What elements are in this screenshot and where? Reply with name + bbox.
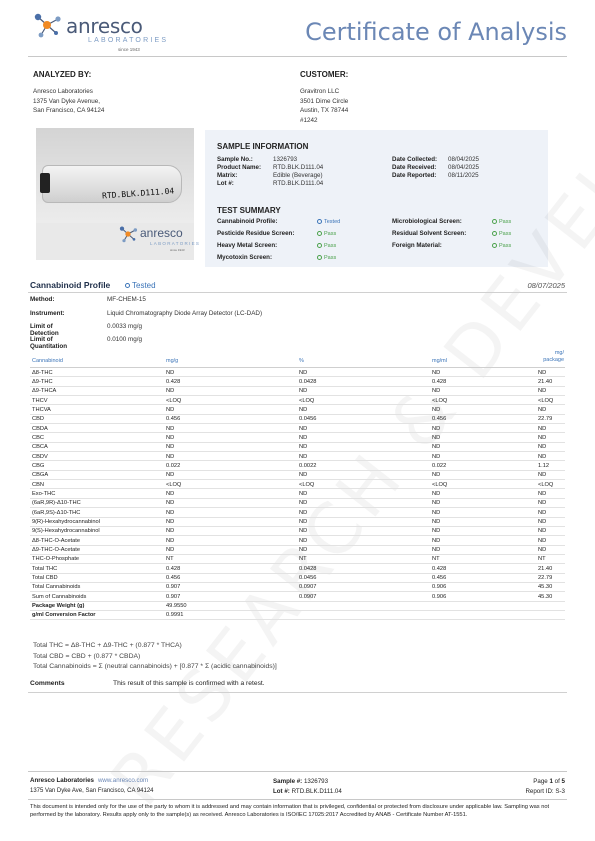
table-row — [30, 480, 565, 489]
table-cell: 0.428 — [432, 565, 447, 572]
formula-line: Total Cannabinoids = Σ (neutral cannabinoids) + [0.877 * Σ (acidic cannabinoids)] — [33, 663, 277, 670]
table-cell: CBD — [32, 416, 45, 423]
table-cell: ND — [166, 472, 175, 479]
cannabinoid-table — [30, 350, 565, 620]
table-cell: ND — [166, 528, 175, 535]
table-cell: ND — [299, 434, 308, 441]
col-header: mg/ package — [543, 350, 564, 363]
table-cell: <LOQ — [432, 397, 448, 404]
table-cell: ND — [166, 444, 175, 451]
table-body — [30, 368, 565, 602]
table-cell: NT — [299, 556, 307, 563]
table-cell: ND — [432, 425, 441, 432]
table-cell: ND — [299, 519, 308, 525]
photo-brand-sub: LABORATORIES — [150, 241, 201, 246]
table-row — [30, 461, 565, 470]
table-cell: THCVA — [32, 406, 51, 413]
check-icon — [492, 219, 497, 224]
table-cell: ND — [432, 369, 441, 376]
table-cell: <LOQ — [166, 481, 182, 488]
table-row — [30, 508, 565, 517]
table-cell: 0.428 — [166, 378, 181, 385]
table-row — [30, 387, 565, 396]
footer-address: 1375 Van Dyke Ave, San Francisco, CA 94124 — [30, 788, 154, 794]
brand-since: since 1943 — [118, 47, 140, 52]
table-cell: ND — [166, 369, 175, 376]
table-cell: 0.022 — [432, 462, 447, 469]
table-cell: ND — [538, 537, 547, 544]
col-header: % — [299, 358, 304, 364]
table-cell: <LOQ — [166, 397, 182, 404]
comments-label: Comments — [30, 680, 65, 687]
table-cell: ND — [166, 425, 175, 432]
sample-date-field: Date Reported: 08/11/2025 — [392, 172, 479, 179]
table-row — [30, 471, 565, 480]
table-row — [30, 574, 565, 583]
footer-page: Page 1 of 5 Report ID: S-3 — [525, 778, 565, 795]
table-cell: ND — [166, 519, 175, 525]
table-header — [30, 350, 565, 368]
table-cell: Δ8-THC — [32, 369, 53, 376]
table-cell: 0.456 — [432, 575, 447, 582]
table-cell: <LOQ — [299, 481, 315, 488]
table-cell: ND — [299, 453, 308, 460]
anresco-logo — [32, 10, 182, 50]
customer-label: CUSTOMER: — [300, 70, 349, 79]
table-cell: ND — [538, 528, 547, 535]
table-cell: ND — [432, 453, 441, 460]
table-cell: ND — [538, 490, 547, 497]
sample-info-title: SAMPLE INFORMATION — [217, 142, 309, 151]
table-cell: ND — [166, 406, 175, 413]
cannabinoid-date: 08/07/2025 — [527, 281, 565, 290]
table-cell: 9(S)-Hexahydrocannabinol — [32, 528, 100, 535]
photo-brand-since: since 1943 — [170, 248, 185, 252]
table-cell: 0.0022 — [299, 462, 317, 469]
test-summary-item: Foreign Material: Pass — [392, 242, 512, 249]
col-header: mg/g — [166, 358, 179, 364]
sample-information-panel — [205, 130, 548, 267]
analyzed-by-line: San Francisco, CA 94124 — [33, 107, 105, 114]
check-icon — [492, 243, 497, 248]
table-cell: ND — [538, 434, 547, 441]
table-cell: ND — [166, 388, 175, 395]
table-cell: Exo-THC — [32, 490, 56, 497]
table-row — [30, 536, 565, 545]
analyzed-by-line: Anresco Laboratories — [33, 88, 93, 95]
table-cell: CBCA — [32, 444, 48, 451]
table-cell: ND — [166, 537, 175, 544]
report-id: Report ID: S-3 — [525, 788, 565, 795]
table-cell: ND — [538, 369, 547, 376]
check-icon — [317, 219, 322, 224]
table-cell: CBC — [32, 434, 45, 441]
table-cell: 0.907 — [166, 584, 181, 591]
table-cell: (6aR,9S)-Δ10-THC — [32, 509, 81, 516]
table-cell: 0.0456 — [299, 575, 317, 582]
table-cell: Total Cannabinoids — [32, 584, 81, 591]
table-row — [30, 415, 565, 424]
brand-sub: LABORATORIES — [88, 37, 169, 44]
bottle-cap — [40, 173, 50, 193]
table-cell: 1.12 — [538, 462, 550, 469]
table-cell: THCV — [32, 397, 48, 404]
table-row — [30, 452, 565, 461]
table-cell: CBG — [32, 462, 45, 469]
table-cell: 22.79 — [538, 575, 553, 582]
table-cell: ND — [299, 537, 308, 544]
analyzed-by-label: ANALYZED BY: — [33, 70, 92, 79]
table-cell: CBDV — [32, 453, 48, 460]
photo-brand-name: anresco — [140, 226, 183, 240]
table-cell: 0.428 — [166, 565, 181, 572]
table-cell: ND — [166, 490, 175, 497]
table-cell: ND — [538, 500, 547, 507]
footer-lab: Anresco Laboratories www.anresco.com — [30, 777, 149, 784]
test-summary-item: Mycotoxin Screen: Pass — [217, 254, 337, 261]
table-cell: ND — [166, 453, 175, 460]
analyzed-by-block — [33, 70, 104, 116]
table-cell: ND — [166, 547, 175, 554]
table-cell: ND — [299, 547, 308, 554]
formulas — [33, 641, 277, 673]
table-cell: ND — [538, 547, 547, 554]
table-cell: ND — [299, 369, 308, 376]
table-cell: 21.40 — [538, 378, 553, 385]
table-cell: ND — [432, 519, 441, 525]
table-cell: ND — [299, 509, 308, 516]
table-cell: THC-O-Phosphate — [32, 556, 80, 563]
sample-date-field: Date Received: 08/04/2025 — [392, 164, 479, 171]
footer-url-link[interactable]: www.anresco.com — [97, 777, 149, 784]
table-cell: NT — [538, 556, 546, 563]
analyzed-by-line: 1375 Van Dyke Avenue, — [33, 97, 100, 105]
table-row — [30, 592, 565, 601]
table-cell: ND — [538, 519, 547, 525]
table-cell: 0.022 — [166, 462, 181, 469]
check-icon — [317, 255, 322, 260]
table-cell: NT — [166, 556, 174, 563]
customer-line: Austin, TX 78744 — [300, 107, 349, 114]
profile-divider — [28, 292, 567, 293]
table-cell: 0.906 — [432, 593, 447, 600]
table-cell: Sum of Cannabinoids — [32, 593, 87, 600]
table-cell: ND — [432, 490, 441, 497]
footer-sample: Sample #: 1326793 Lot #: RTD.BLK.D111.04 — [273, 778, 342, 795]
table-cell: ND — [432, 500, 441, 507]
table-row — [30, 518, 565, 527]
table-cell: ND — [538, 388, 547, 395]
table-cell: ND — [299, 444, 308, 451]
table-row — [30, 489, 565, 498]
test-summary-item: Cannabinoid Profile: Tested — [217, 218, 341, 225]
table-row — [30, 396, 565, 405]
check-icon — [492, 231, 497, 236]
table-cell: ND — [432, 537, 441, 544]
table-cell: 0.456 — [432, 416, 447, 423]
table-row — [30, 564, 565, 573]
table-cell: ND — [299, 500, 308, 507]
table-cell: ND — [432, 388, 441, 395]
table-cell: ND — [166, 500, 175, 507]
table-cell: ND — [299, 425, 308, 432]
table-cell: Total CBD — [32, 575, 58, 582]
table-cell: ND — [166, 509, 175, 516]
table-cell: CBN — [32, 481, 45, 488]
document-title: Certificate of Analysis — [305, 18, 567, 46]
col-header: mg/ml — [432, 358, 447, 364]
table-cell: ND — [432, 509, 441, 516]
conversion-factor-row: g/ml Conversion Factor 0.9991 — [30, 611, 565, 620]
table-row — [30, 424, 565, 433]
table-cell: 0.0428 — [299, 378, 317, 385]
table-cell: Δ8-THC-O-Acetate — [32, 537, 81, 544]
table-row — [30, 555, 565, 564]
table-cell: 0.428 — [432, 378, 447, 385]
table-cell: <LOQ — [299, 397, 315, 404]
table-cell: ND — [166, 434, 175, 441]
table-row — [30, 527, 565, 536]
table-cell: 21.40 — [538, 565, 553, 572]
comments-text: This result of this sample is confirmed with a retest. — [113, 680, 265, 687]
table-cell: <LOQ — [538, 397, 554, 404]
table-cell: 0.456 — [166, 575, 181, 582]
table-row — [30, 443, 565, 452]
table-cell: 0.456 — [166, 416, 181, 423]
footer-divider-2 — [28, 799, 567, 800]
table-cell: ND — [538, 453, 547, 460]
table-row — [30, 499, 565, 508]
customer-line: #1242 — [300, 116, 318, 124]
table-cell: 0.906 — [432, 584, 447, 591]
table-row — [30, 433, 565, 442]
sample-date-field: Date Collected: 08/04/2025 — [392, 156, 479, 163]
table-cell: ND — [538, 444, 547, 451]
photo-logo — [118, 224, 201, 254]
table-cell: 0.0428 — [299, 565, 317, 572]
table-cell: ND — [432, 472, 441, 479]
test-summary-item: Microbiological Screen: Pass — [392, 218, 512, 225]
table-cell: 0.907 — [166, 593, 181, 600]
table-cell: CBDA — [32, 425, 48, 432]
table-cell: 45.30 — [538, 593, 553, 600]
table-cell: ND — [299, 528, 308, 535]
table-cell: 0.0907 — [299, 593, 317, 600]
customer-block — [300, 70, 348, 125]
table-cell: ND — [432, 528, 441, 535]
formula-line: Total THC = Δ8-THC + Δ9-THC + (0.877 * THCA) — [33, 642, 182, 649]
disclaimer: This document is intended only for the use of the party to whom it is addressed and may contain information that is privileged, confidential or protected from disclosure under applicable law. Sampling was not performed by the laboratory. Results apply only to the sample(s) as received. Anresco Laboratories is ISO/IEC 17025:2017 Accredited by ANAB - Certificate Number AT-1551. — [30, 804, 550, 819]
check-icon — [125, 283, 130, 288]
table-cell: CBGA — [32, 472, 49, 479]
sample-field: Sample No.: 1326793 — [217, 156, 298, 163]
molecule-logo-icon — [32, 10, 62, 40]
package-weight-row: Package Weight (g) 49.9550 — [30, 602, 565, 611]
table-cell: ND — [432, 444, 441, 451]
table-row — [30, 583, 565, 592]
table-cell: Total THC — [32, 565, 58, 572]
brand-name: anresco — [66, 14, 143, 38]
table-cell: ND — [299, 490, 308, 497]
table-cell: ND — [432, 434, 441, 441]
cannabinoid-status: Tested — [125, 281, 156, 290]
table-cell: 45.30 — [538, 584, 553, 591]
table-row — [30, 368, 565, 377]
header-divider — [28, 56, 567, 57]
table-cell: Δ9-THC-O-Acetate — [32, 547, 81, 554]
comments-divider — [28, 692, 567, 693]
table-cell: ND — [299, 388, 308, 395]
customer-line: Gravitron LLC — [300, 88, 340, 95]
test-summary-item: Pesticide Residue Screen: Pass — [217, 230, 337, 237]
test-summary-item: Heavy Metal Screen: Pass — [217, 242, 337, 249]
table-cell: 0.0907 — [299, 584, 317, 591]
table-row — [30, 546, 565, 555]
molecule-logo-icon — [118, 224, 138, 244]
table-cell: ND — [538, 406, 547, 413]
customer-line: 3501 Dime Circle — [300, 97, 349, 105]
table-cell: 22.79 — [538, 416, 553, 423]
sample-field: Product Name: RTD.BLK.D111.04 — [217, 164, 324, 171]
cannabinoid-profile-title: Cannabinoid Profile — [30, 280, 111, 290]
table-row — [30, 405, 565, 414]
formula-line: Total CBD = CBD + (0.877 * CBDA) — [33, 652, 141, 660]
test-summary-title: TEST SUMMARY — [217, 206, 281, 215]
table-cell: ND — [538, 509, 547, 516]
table-row — [30, 377, 565, 386]
table-cell: 0.0456 — [299, 416, 317, 423]
table-cell: Δ9-THC — [32, 378, 53, 385]
table-cell: (6aR,9R)-Δ10-THC — [32, 500, 81, 507]
table-cell: ND — [432, 547, 441, 554]
table-cell: ND — [538, 472, 547, 479]
sample-field: Matrix: Edible (Beverage) — [217, 172, 323, 179]
sample-field: Lot #: RTD.BLK.D111.04 — [217, 180, 324, 187]
table-cell: ND — [299, 472, 308, 479]
check-icon — [317, 243, 322, 248]
test-summary-item: Residual Solvent Screen: Pass — [392, 230, 512, 237]
footer-divider — [28, 771, 567, 772]
table-cell: 9(R)-Hexahydrocannabinol — [32, 519, 100, 525]
table-cell: ND — [538, 425, 547, 432]
table-cell: NT — [432, 556, 440, 563]
table-cell: ND — [299, 406, 308, 413]
table-cell: Δ9-THCA — [32, 388, 57, 395]
table-cell: ND — [432, 406, 441, 413]
table-cell: <LOQ — [432, 481, 448, 488]
table-cell: <LOQ — [538, 481, 554, 488]
bottle-label: RTD.BLK.D111.04 — [101, 186, 175, 201]
check-icon — [317, 231, 322, 236]
col-header: Cannabinoid — [32, 358, 63, 364]
